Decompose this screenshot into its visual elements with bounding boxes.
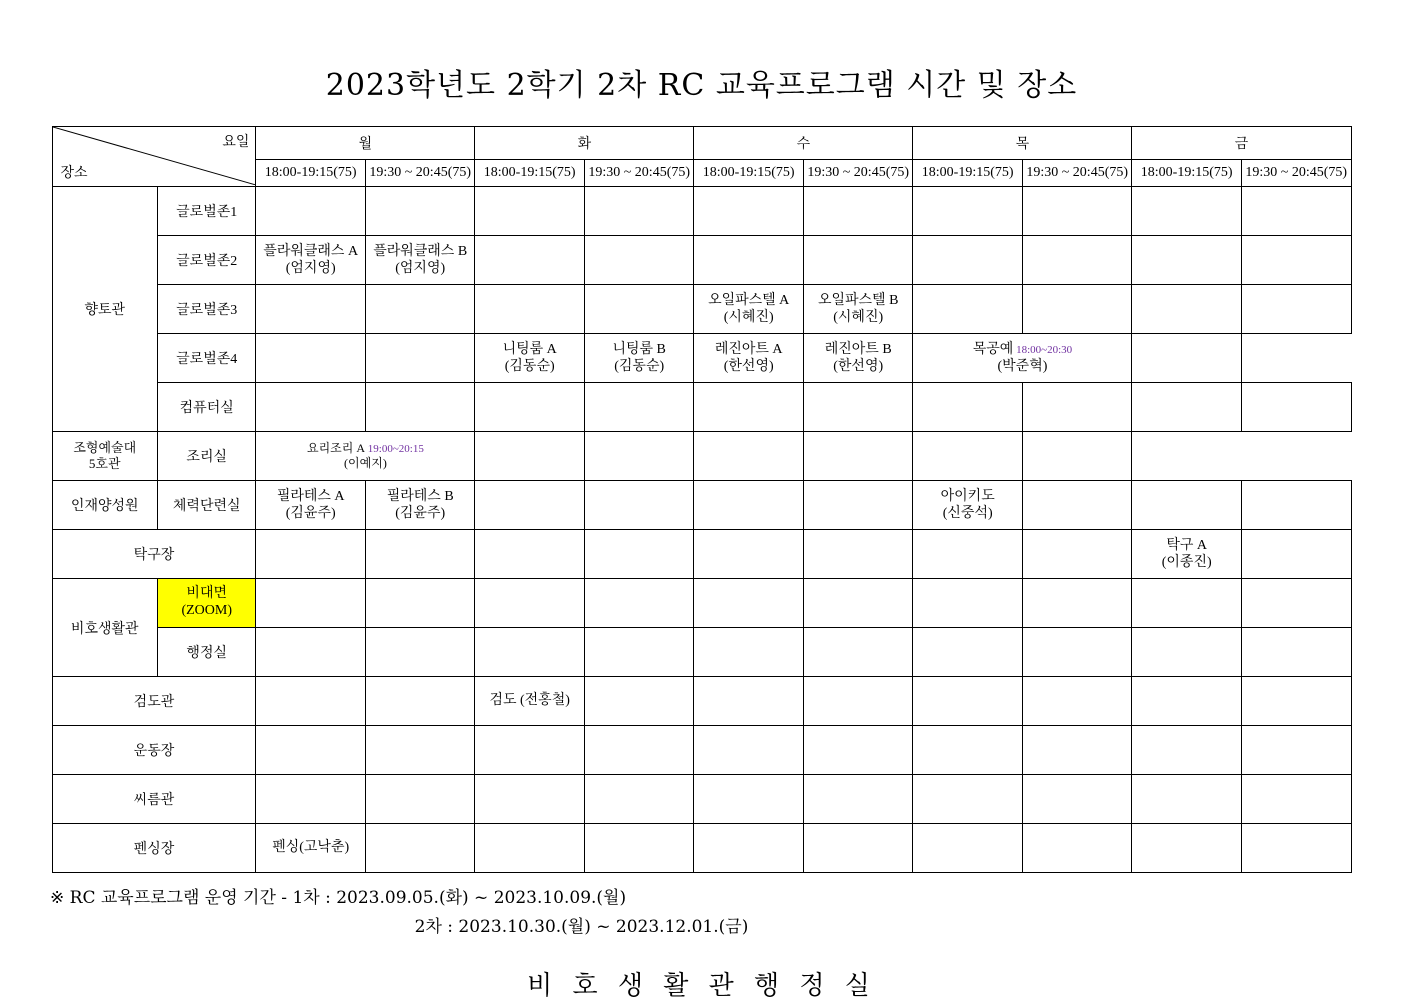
schedule-cell-instructor: (김동순) bbox=[504, 359, 555, 374]
table-row bbox=[52, 530, 1351, 579]
schedule-cell-empty bbox=[1022, 383, 1132, 432]
schedule-cell-filled bbox=[803, 334, 913, 383]
row-group-header: 비호생활관 bbox=[52, 579, 157, 677]
schedule-cell-empty bbox=[803, 628, 913, 677]
schedule-cell-title: 플라워클래스 B bbox=[373, 243, 468, 259]
row-header-room: 글로벌존3 bbox=[157, 285, 255, 334]
schedule-cell-empty bbox=[475, 285, 585, 334]
schedule-cell-empty bbox=[694, 236, 804, 285]
schedule-cell-empty bbox=[694, 432, 804, 481]
schedule-cell-empty bbox=[1132, 383, 1242, 432]
schedule-cell-empty bbox=[365, 285, 475, 334]
schedule-cell-empty bbox=[913, 726, 1023, 775]
day-header-mon: 월 bbox=[256, 127, 475, 160]
schedule-cell-empty bbox=[694, 726, 804, 775]
schedule-cell-empty bbox=[803, 579, 913, 628]
slot-header: 18:00-19:15(75) bbox=[475, 160, 585, 187]
schedule-cell-empty bbox=[475, 579, 585, 628]
schedule-cell-title: 펜싱(고낙춘) bbox=[272, 840, 350, 856]
slot-header: 18:00-19:15(75) bbox=[694, 160, 804, 187]
schedule-cell-instructor: (김동순) bbox=[614, 359, 665, 374]
schedule-cell-empty bbox=[694, 187, 804, 236]
schedule-cell-empty bbox=[1241, 579, 1351, 628]
schedule-cell-title: 필라테스 B bbox=[386, 488, 454, 504]
schedule-cell-empty bbox=[1022, 432, 1132, 481]
schedule-cell-filled bbox=[913, 481, 1023, 530]
schedule-cell-empty bbox=[1022, 677, 1132, 726]
slot-header: 18:00-19:15(75) bbox=[913, 160, 1023, 187]
schedule-cell-empty bbox=[1132, 579, 1242, 628]
table-row bbox=[52, 677, 1351, 726]
schedule-cell-empty bbox=[1022, 285, 1132, 334]
schedule-cell-empty bbox=[256, 677, 366, 726]
table-corner-header bbox=[52, 127, 256, 187]
schedule-cell-filled bbox=[694, 334, 804, 383]
slot-header: 19:30 ~ 20:45(75) bbox=[803, 160, 913, 187]
row-header-room: 글로벌존1 bbox=[157, 187, 255, 236]
schedule-cell-instructor: (엄지영) bbox=[395, 261, 446, 276]
schedule-cell-title: 니팅룸 B bbox=[612, 341, 666, 357]
schedule-cell-empty bbox=[584, 579, 694, 628]
schedule-cell-filled bbox=[256, 824, 366, 873]
schedule-cell-empty bbox=[365, 775, 475, 824]
schedule-cell-empty bbox=[365, 628, 475, 677]
document-footer: 비 호 생 활 관 행 정 실 bbox=[527, 971, 876, 1001]
schedule-cell-empty bbox=[1022, 579, 1132, 628]
schedule-cell-instructor: (한선영) bbox=[723, 359, 774, 374]
schedule-cell-empty bbox=[475, 726, 585, 775]
schedule-cell-empty bbox=[913, 579, 1023, 628]
row-header-place: 운동장 bbox=[52, 726, 256, 775]
schedule-cell-title: 목공예 18:00~20:30 bbox=[972, 341, 1073, 357]
schedule-cell-empty bbox=[365, 677, 475, 726]
schedule-cell-empty bbox=[475, 628, 585, 677]
table-row bbox=[52, 285, 1351, 334]
schedule-cell-empty bbox=[584, 481, 694, 530]
schedule-cell-empty bbox=[803, 530, 913, 579]
schedule-cell-instructor: (신중석) bbox=[942, 506, 993, 521]
schedule-cell-filled bbox=[803, 285, 913, 334]
schedule-cell-empty bbox=[584, 726, 694, 775]
schedule-cell-instructor: (한선영) bbox=[833, 359, 884, 374]
schedule-cell-empty bbox=[256, 187, 366, 236]
slot-header: 18:00-19:15(75) bbox=[1132, 160, 1242, 187]
schedule-cell-empty bbox=[584, 775, 694, 824]
schedule-cell-title: 아이키도 bbox=[940, 488, 995, 504]
schedule-cell-filled bbox=[1132, 530, 1242, 579]
schedule-cell-empty bbox=[365, 530, 475, 579]
schedule-cell-empty bbox=[1241, 775, 1351, 824]
schedule-cell-empty bbox=[584, 824, 694, 873]
row-header-place: 펜싱장 bbox=[52, 824, 256, 873]
schedule-cell-instructor: (시혜진) bbox=[723, 310, 774, 325]
row-header-room: 체력단련실 bbox=[157, 481, 255, 530]
schedule-cell-empty bbox=[584, 285, 694, 334]
day-header-wed: 수 bbox=[694, 127, 913, 160]
schedule-cell-empty bbox=[475, 775, 585, 824]
schedule-cell-filled bbox=[256, 236, 366, 285]
schedule-cell-empty bbox=[913, 628, 1023, 677]
schedule-cell-empty bbox=[475, 236, 585, 285]
table-row bbox=[52, 824, 1351, 873]
schedule-cell-empty bbox=[694, 628, 804, 677]
row-group-header: 향토관 bbox=[52, 187, 157, 432]
schedule-cell-empty bbox=[803, 236, 913, 285]
schedule-cell-title: 오일파스텔 B bbox=[817, 292, 899, 308]
schedule-cell-empty bbox=[256, 383, 366, 432]
row-header-place: 검도관 bbox=[52, 677, 256, 726]
schedule-cell-title: 오일파스텔 A bbox=[708, 292, 790, 308]
schedule-cell-empty bbox=[1132, 824, 1242, 873]
schedule-cell-empty bbox=[694, 677, 804, 726]
schedule-cell-title: 레진아트 A bbox=[714, 341, 783, 357]
schedule-cell-title: 탁구 A bbox=[1166, 537, 1208, 553]
schedule-cell-empty bbox=[1132, 775, 1242, 824]
schedule-cell-empty bbox=[475, 432, 585, 481]
schedule-cell-empty bbox=[1241, 187, 1351, 236]
row-group-header: 조형예술대 5호관 bbox=[52, 432, 157, 481]
schedule-cell-instructor: (김윤주) bbox=[285, 506, 336, 521]
table-row bbox=[52, 383, 1351, 432]
schedule-cell-empty bbox=[365, 187, 475, 236]
schedule-cell-instructor: (시혜진) bbox=[833, 310, 884, 325]
schedule-cell-empty bbox=[1241, 383, 1351, 432]
schedule-cell-empty bbox=[256, 334, 366, 383]
schedule-cell-empty bbox=[1022, 824, 1132, 873]
schedule-cell-empty bbox=[584, 530, 694, 579]
day-header-tue: 화 bbox=[475, 127, 694, 160]
schedule-cell-empty bbox=[584, 677, 694, 726]
schedule-cell-empty bbox=[584, 187, 694, 236]
schedule-cell-empty bbox=[365, 334, 475, 383]
schedule-cell-empty bbox=[475, 187, 585, 236]
table-row bbox=[52, 726, 1351, 775]
schedule-cell-title: 필라테스 A bbox=[276, 488, 345, 504]
row-header-room: 컴퓨터실 bbox=[157, 383, 255, 432]
schedule-cell-empty bbox=[365, 824, 475, 873]
table-row bbox=[52, 236, 1351, 285]
table-row bbox=[52, 775, 1351, 824]
note-line-2: 2차 : 2023.10.30.(월) ~ 2023.12.01.(금) bbox=[414, 917, 749, 937]
schedule-cell-empty bbox=[913, 824, 1023, 873]
schedule-cell-empty bbox=[1241, 824, 1351, 873]
schedule-cell-empty bbox=[256, 285, 366, 334]
schedule-cell-empty bbox=[1132, 285, 1242, 334]
schedule-cell-time-note: 19:00~20:15 bbox=[365, 442, 424, 455]
schedule-cell-empty bbox=[1022, 628, 1132, 677]
slot-header: 19:30 ~ 20:45(75) bbox=[1022, 160, 1132, 187]
schedule-cell-empty bbox=[1022, 530, 1132, 579]
schedule-cell-empty bbox=[1132, 726, 1242, 775]
schedule-cell-empty bbox=[256, 530, 366, 579]
schedule-cell-empty bbox=[1132, 481, 1242, 530]
schedule-cell-empty bbox=[256, 579, 366, 628]
slot-header: 18:00-19:15(75) bbox=[256, 160, 366, 187]
row-header-room: 글로벌존2 bbox=[157, 236, 255, 285]
schedule-cell-empty bbox=[365, 726, 475, 775]
schedule-cell-empty bbox=[694, 481, 804, 530]
schedule-cell-title: 플라워클래스 A bbox=[263, 243, 359, 259]
schedule-cell-empty bbox=[1241, 677, 1351, 726]
schedule-cell-empty bbox=[913, 236, 1023, 285]
schedule-cell-empty bbox=[803, 726, 913, 775]
row-header-place: 씨름관 bbox=[52, 775, 256, 824]
schedule-cell-empty bbox=[1022, 187, 1132, 236]
schedule-cell-empty bbox=[803, 383, 913, 432]
schedule-cell-empty bbox=[1022, 726, 1132, 775]
schedule-cell-filled bbox=[913, 334, 1132, 383]
schedule-cell-empty bbox=[1241, 530, 1351, 579]
schedule-cell-empty bbox=[1241, 481, 1351, 530]
schedule-cell-empty bbox=[256, 775, 366, 824]
schedule-cell-empty bbox=[584, 628, 694, 677]
table-header-days bbox=[52, 127, 1351, 160]
schedule-cell-title: 검도 (전홍철) bbox=[489, 693, 570, 709]
schedule-cell-filled bbox=[694, 285, 804, 334]
schedule-cell-empty bbox=[694, 383, 804, 432]
slot-header: 19:30 ~ 20:45(75) bbox=[584, 160, 694, 187]
schedule-cell-instructor: (이종진) bbox=[1161, 555, 1212, 570]
schedule-cell-filled bbox=[256, 481, 366, 530]
schedule-cell-empty bbox=[913, 383, 1023, 432]
schedule-cell-empty bbox=[694, 775, 804, 824]
corner-place-label: 장소 bbox=[60, 166, 88, 181]
schedule-cell-empty bbox=[365, 383, 475, 432]
schedule-cell-empty bbox=[1132, 236, 1242, 285]
schedule-cell-empty bbox=[256, 628, 366, 677]
row-header-room: 조리실 bbox=[157, 432, 255, 481]
schedule-cell-empty bbox=[803, 187, 913, 236]
schedule-cell-empty bbox=[913, 677, 1023, 726]
schedule-cell-instructor: (이예지) bbox=[344, 456, 387, 471]
row-header-room: 행정실 bbox=[157, 628, 255, 677]
schedule-cell-filled bbox=[475, 677, 585, 726]
schedule-cell-filled bbox=[365, 236, 475, 285]
schedule-cell-empty bbox=[694, 530, 804, 579]
schedule-cell-instructor: (박준혁) bbox=[997, 359, 1048, 374]
schedule-cell-empty bbox=[584, 383, 694, 432]
schedule-cell-empty bbox=[803, 824, 913, 873]
slot-header: 19:30 ~ 20:45(75) bbox=[365, 160, 475, 187]
schedule-cell-title: 요리조리 A 19:00~20:15 bbox=[307, 440, 424, 455]
row-header-room: 비대면 (ZOOM) bbox=[157, 579, 255, 628]
schedule-cell-empty bbox=[694, 824, 804, 873]
schedule-cell-empty bbox=[1022, 775, 1132, 824]
table-row bbox=[52, 628, 1351, 677]
page-title: 2023학년도 2학기 2차 RC 교육프로그램 시간 및 장소 bbox=[325, 68, 1078, 103]
schedule-cell-empty bbox=[1241, 726, 1351, 775]
corner-day-label: 요일 bbox=[222, 135, 250, 150]
schedule-cell-time-note: 18:00~20:30 bbox=[1013, 343, 1073, 356]
schedule-cell-filled bbox=[475, 334, 585, 383]
schedule-cell-empty bbox=[913, 775, 1023, 824]
schedule-cell-filled bbox=[365, 481, 475, 530]
day-header-thu: 목 bbox=[913, 127, 1132, 160]
schedule-cell-empty bbox=[913, 432, 1023, 481]
schedule-cell-empty bbox=[913, 285, 1023, 334]
schedule-cell-title: 니팅룸 A bbox=[502, 341, 557, 357]
slot-header: 19:30 ~ 20:45(75) bbox=[1241, 160, 1351, 187]
schedule-cell-empty bbox=[584, 236, 694, 285]
schedule-cell-empty bbox=[803, 677, 913, 726]
table-row bbox=[52, 579, 1351, 628]
row-group-header: 인재양성원 bbox=[52, 481, 157, 530]
schedule-cell-empty bbox=[256, 726, 366, 775]
day-header-fri: 금 bbox=[1132, 127, 1351, 160]
schedule-cell-instructor: (엄지영) bbox=[285, 261, 336, 276]
schedule-cell-empty bbox=[694, 579, 804, 628]
schedule-cell-empty bbox=[475, 530, 585, 579]
row-header-room: 글로벌존4 bbox=[157, 334, 255, 383]
schedule-cell-filled bbox=[584, 334, 694, 383]
schedule-cell-instructor: (김윤주) bbox=[395, 506, 446, 521]
schedule-cell-filled bbox=[256, 432, 475, 481]
schedule-cell-empty bbox=[803, 481, 913, 530]
schedule-cell-empty bbox=[1022, 481, 1132, 530]
schedule-cell-empty bbox=[803, 775, 913, 824]
table-row bbox=[52, 481, 1351, 530]
schedule-cell-empty bbox=[365, 579, 475, 628]
row-header-place: 탁구장 bbox=[52, 530, 256, 579]
note-line-1: ※ RC 교육프로그램 운영 기간 - 1차 : 2023.09.05.(화) ~ 2023.10.09.(월) bbox=[50, 888, 627, 908]
schedule-cell-empty bbox=[475, 824, 585, 873]
schedule-cell-empty bbox=[803, 432, 913, 481]
table-row bbox=[52, 432, 1351, 481]
schedule-cell-empty bbox=[475, 383, 585, 432]
schedule-cell-empty bbox=[584, 432, 694, 481]
schedule-cell-empty bbox=[913, 530, 1023, 579]
schedule-cell-title: 레진아트 B bbox=[824, 341, 892, 357]
schedule-cell-empty bbox=[1132, 628, 1242, 677]
schedule-cell-empty bbox=[1022, 236, 1132, 285]
notes-block bbox=[0, 873, 1403, 937]
schedule-cell-empty bbox=[1241, 236, 1351, 285]
schedule-cell-empty bbox=[475, 481, 585, 530]
schedule-cell-empty bbox=[1132, 334, 1242, 383]
table-row bbox=[52, 334, 1351, 383]
schedule-table bbox=[52, 126, 1352, 873]
schedule-body bbox=[52, 187, 1351, 873]
schedule-cell-empty bbox=[913, 187, 1023, 236]
schedule-cell-empty bbox=[1132, 677, 1242, 726]
table-row bbox=[52, 187, 1351, 236]
schedule-cell-empty bbox=[1241, 285, 1351, 334]
schedule-cell-empty bbox=[1241, 628, 1351, 677]
schedule-cell-empty bbox=[1132, 187, 1242, 236]
